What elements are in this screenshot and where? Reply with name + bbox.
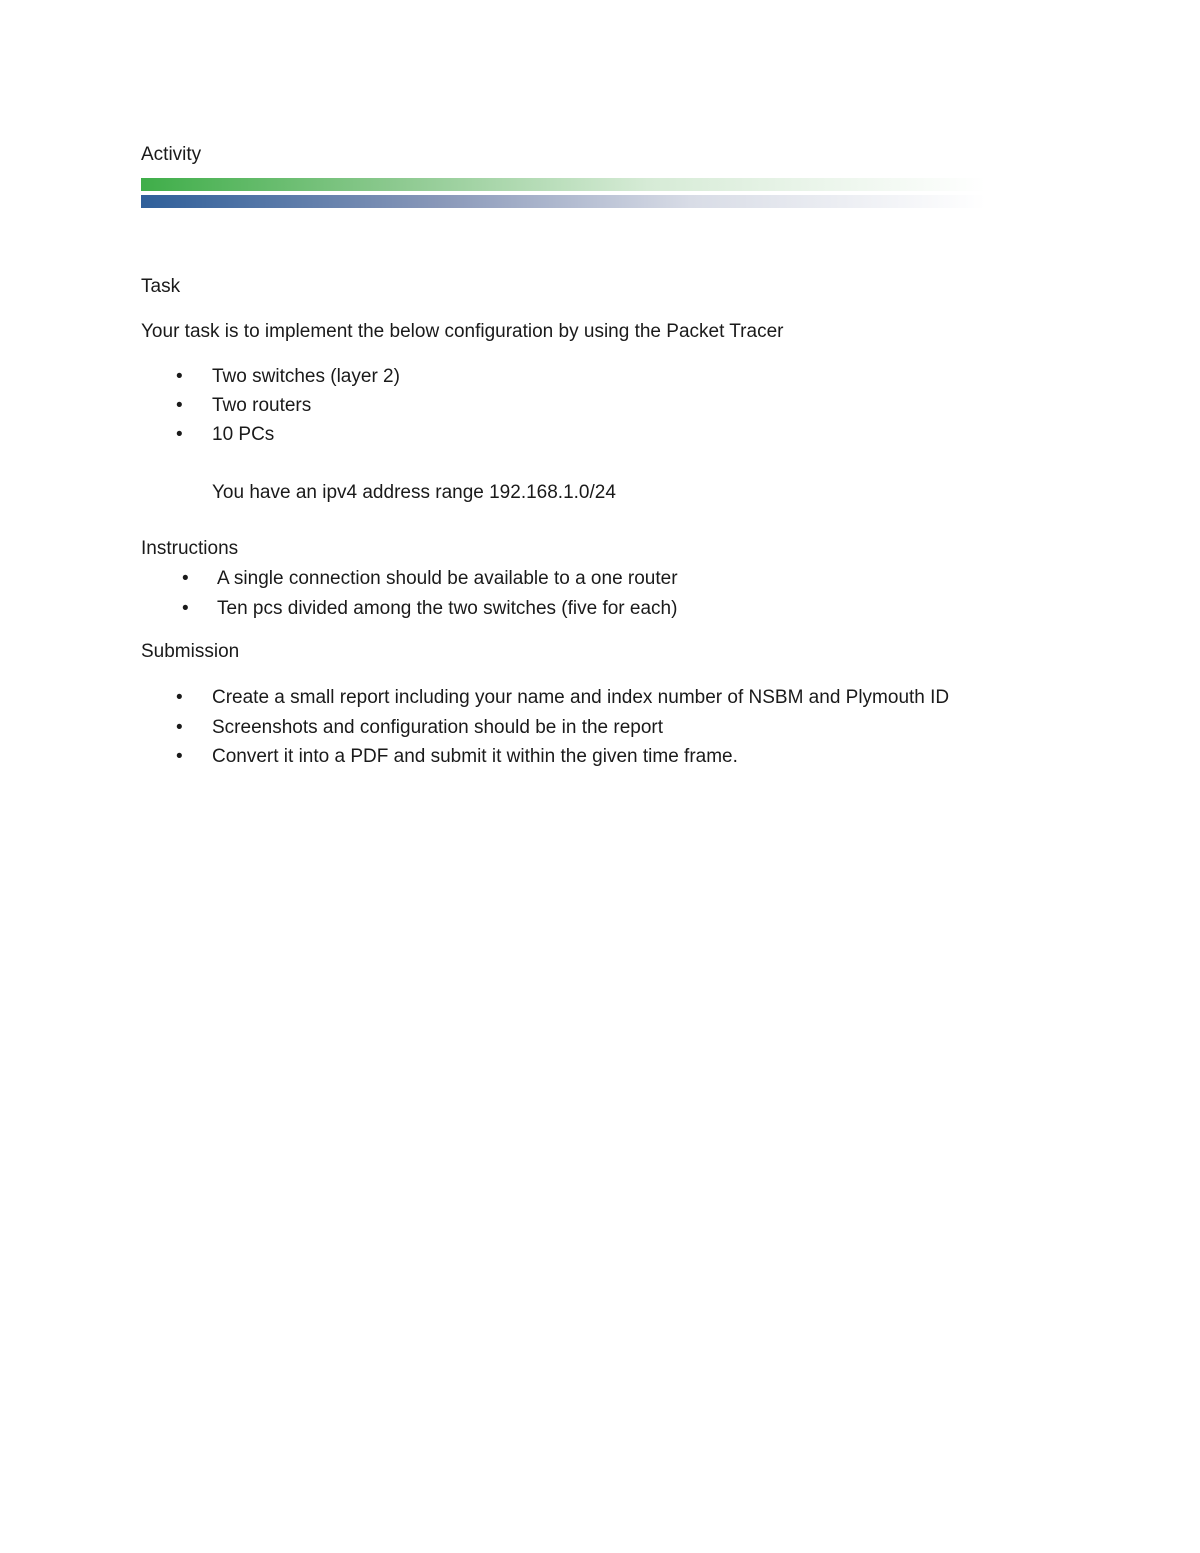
list-item-text: Screenshots and configuration should be in the report — [212, 716, 664, 738]
instructions-heading: Instructions — [141, 538, 239, 559]
list-item — [176, 687, 950, 717]
submission-list — [176, 687, 950, 776]
bullet-icon: • — [176, 716, 183, 738]
list-item — [182, 598, 678, 628]
list-item — [176, 746, 949, 776]
bullet-icon: • — [182, 568, 189, 589]
list-item-text: A single connection should be available to a one router — [217, 568, 678, 589]
bullet-icon: • — [182, 598, 189, 619]
task-list — [176, 366, 400, 453]
address-range-note: You have an ipv4 address range 192.168.1.0/24 — [212, 482, 616, 503]
list-item — [176, 395, 400, 424]
bullet-icon: • — [176, 687, 183, 708]
list-item — [176, 366, 400, 395]
bullet-icon: • — [176, 366, 183, 387]
submission-heading: Submission — [141, 641, 240, 662]
blue-accent-bar — [141, 195, 986, 208]
list-item — [176, 424, 400, 453]
list-item-text: Convert it into a PDF and submit it within the given time frame. — [212, 746, 738, 767]
task-heading: Task — [141, 276, 181, 297]
instructions-list — [182, 568, 678, 628]
list-item-text: 10 PCs — [212, 424, 275, 445]
bullet-icon: • — [176, 395, 183, 416]
task-intro: Your task is to implement the below configuration by using the Packet Tracer — [141, 321, 784, 342]
list-item-text: Ten pcs divided among the two switches (five for each) — [217, 598, 678, 619]
bullet-icon: • — [176, 746, 183, 767]
list-item-text: Two routers — [212, 395, 312, 416]
page-title: Activity — [141, 144, 202, 165]
green-accent-bar — [141, 178, 986, 191]
bullet-icon: • — [176, 424, 183, 445]
list-item — [182, 568, 678, 598]
list-item — [176, 716, 949, 747]
list-item-text: Create a small report including your name and index number of NSBM and Plymouth ID — [212, 687, 950, 708]
list-item-text: Two switches (layer 2) — [212, 366, 400, 387]
